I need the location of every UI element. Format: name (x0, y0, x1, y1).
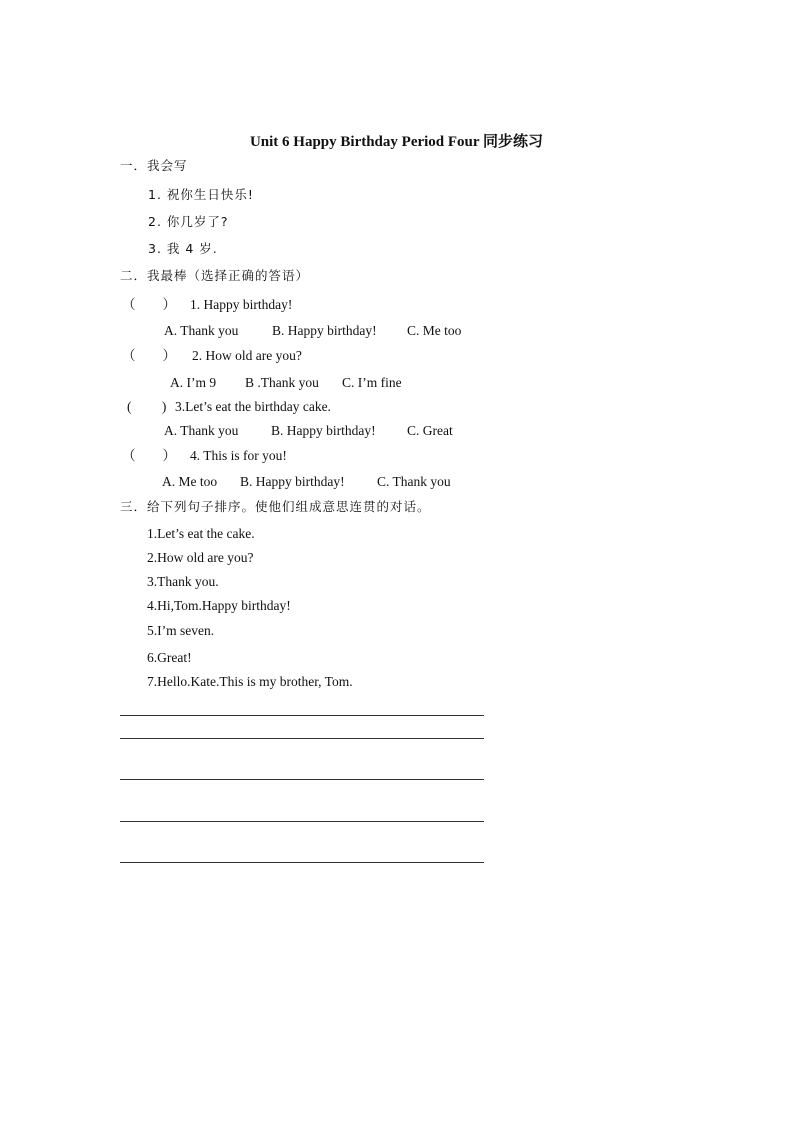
answer-line-3[interactable] (120, 779, 484, 780)
q2-option-b: B .Thank you (245, 375, 319, 390)
answer-bracket-2[interactable]: （ ） (122, 348, 176, 363)
question-3: 3.Let’s eat the birthday cake. (175, 399, 331, 414)
answer-line-5[interactable] (120, 862, 484, 863)
answer-bracket-1[interactable]: （ ） (122, 297, 176, 312)
sentence-3: 3.Thank you. (147, 574, 219, 589)
sentence-1: 1.Let’s eat the cake. (147, 526, 255, 541)
q1-option-c: C. Me too (407, 323, 462, 338)
write-item-2: 2. 你几岁了? (148, 214, 229, 229)
question-1: 1. Happy birthday! (190, 297, 293, 312)
question-2: 2. How old are you? (192, 348, 302, 363)
answer-bracket-4[interactable]: （ ） (122, 448, 176, 463)
q3-option-a: A. Thank you (164, 423, 239, 438)
write-item-3: 3. 我 4 岁. (148, 241, 218, 256)
q4-option-c: C. Thank you (377, 474, 451, 489)
q4-option-a: A. Me too (162, 474, 218, 489)
answer-bracket-3[interactable]: ( ) (127, 399, 167, 414)
q2-option-a: A. I’m 9 (170, 375, 217, 390)
sentence-2: 2.How old are you? (147, 550, 254, 565)
page-title: Unit 6 Happy Birthday Period Four 同步练习 (249, 134, 544, 150)
q3-option-b: B. Happy birthday! (271, 423, 376, 438)
section2-heading: 二．我最棒（选择正确的答语） (120, 268, 310, 283)
sentence-5: 5.I’m seven. (147, 623, 215, 638)
q4-option-b: B. Happy birthday! (240, 474, 345, 489)
write-item-1: 1. 祝你生日快乐! (148, 187, 254, 202)
sentence-7: 7.Hello.Kate.This is my brother, Tom. (147, 674, 353, 689)
answer-line-1[interactable] (120, 715, 484, 716)
sentence-4: 4.Hi,Tom.Happy birthday! (147, 598, 291, 613)
q3-option-c: C. Great (407, 423, 453, 438)
q1-option-b: B. Happy birthday! (272, 323, 377, 338)
answer-line-4[interactable] (120, 821, 484, 822)
q1-option-a: A. Thank you (164, 323, 239, 338)
section1-heading: 一．我会写 (120, 158, 188, 173)
q2-option-c: C. I’m fine (342, 375, 402, 390)
sentence-6: 6.Great! (147, 650, 192, 665)
question-4: 4. This is for you! (190, 448, 287, 463)
answer-line-2[interactable] (120, 738, 484, 739)
section3-heading: 三．给下列句子排序。使他们组成意思连贯的对话。 (120, 499, 431, 514)
